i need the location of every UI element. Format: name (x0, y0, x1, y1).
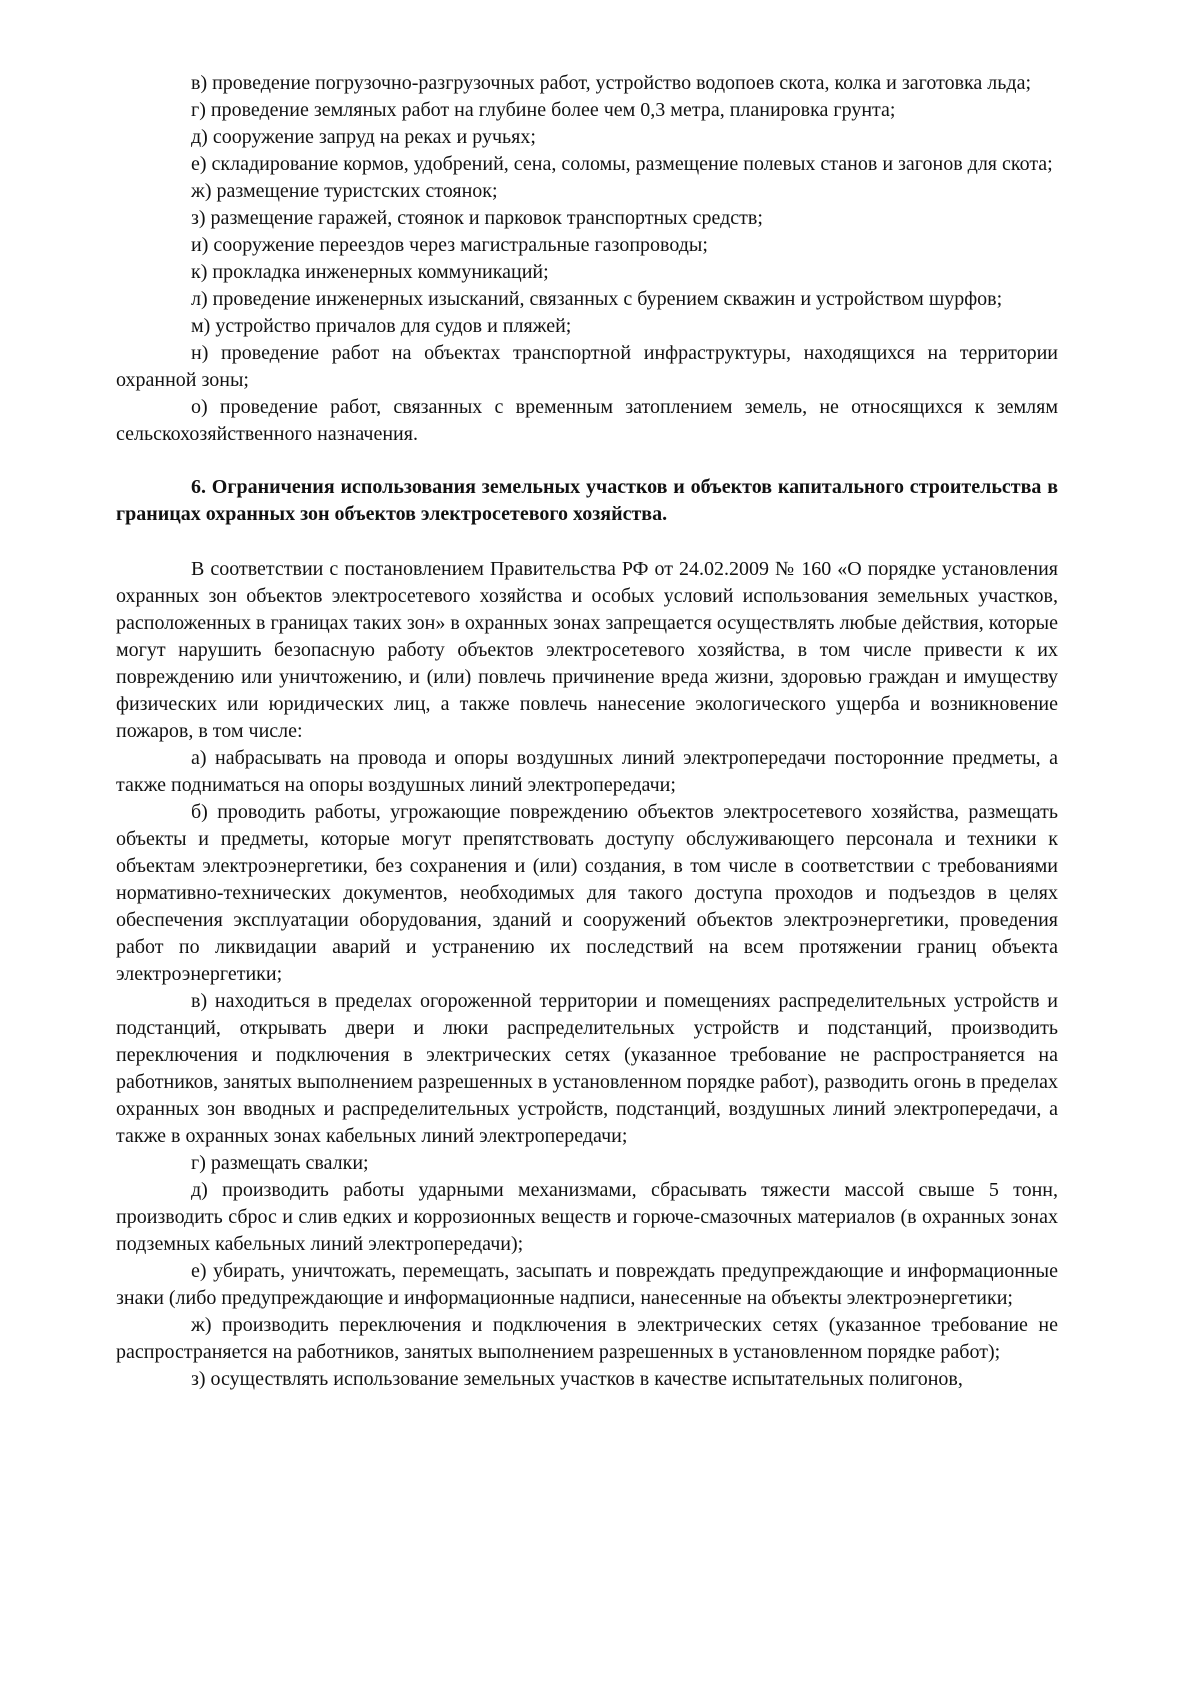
list-item-z: з) размещение гаражей, стоянок и парковок транспортных средств; (191, 207, 763, 229)
document-page (116, 70, 1058, 1393)
section-item-e: е) убирать, уничтожать, перемещать, засыпать и повреждать предупреждающие и информационные знаки (либо предупреждающие и информационные надписи, нанесенные на объекты электроэнергетики; (116, 1260, 1058, 1309)
list-item-zh: ж) размещение туристских стоянок; (191, 180, 498, 202)
section-item-a: а) набрасывать на провода и опоры воздушных линий электропередачи посторонние предметы, а также подниматься на опоры воздушных линий электропередачи; (116, 747, 1058, 796)
section-item-zh: ж) производить переключения и подключения в электрических сетях (указанное требование не распространяется на работников, занятых выполнением разрешенных в установленном порядке работ); (116, 1314, 1058, 1363)
list-item-k: к) прокладка инженерных коммуникаций; (191, 261, 549, 283)
list-item-n: н) проведение работ на объектах транспортной инфраструктуры, находящихся на территории охранной зоны; (116, 342, 1058, 391)
section-item-v: в) находиться в пределах огороженной территории и помещениях распределительных устройств и подстанций, открывать двери и люки распределительных устройств и подстанций, производить переключения и подключения в электрических сетях (указанное требование не распространяется на работников, занятых выполнением разрешенных в установленном порядке работ), разводить огонь в пределах охранных зон вводных и распределительных устройств, подстанций, воздушных линий электропередачи, а также в охранных зонах кабельных линий электропередачи; (116, 990, 1058, 1147)
section-item-g: г) размещать свалки; (191, 1152, 369, 1174)
list-item-g: г) проведение земляных работ на глубине более чем 0,3 метра, планировка грунта; (191, 99, 896, 121)
list-item-l: л) проведение инженерных изысканий, связанных с бурением скважин и устройством шурфов; (191, 288, 1003, 310)
list-item-o: о) проведение работ, связанных с временным затоплением земель, не относящихся к землям сельскохозяйственного назначения. (116, 396, 1058, 445)
section-item-z: з) осуществлять использование земельных участков в качестве испытательных полигонов, (191, 1368, 963, 1390)
list-item-d: д) сооружение запруд на реках и ручьях; (191, 126, 536, 148)
section-intro: В соответствии с постановлением Правительства РФ от 24.02.2009 № 160 «О порядке установления охранных зон объектов электросетевого хозяйства и особых условий использования земельных участков, расположенных в границах таких зон» в охранных зонах запрещается осуществлять любые действия, которые могут нарушить безопасную работу объектов электросетевого хозяйства, в том числе привести к их повреждению или уничтожению, и (или) повлечь причинение вреда жизни, здоровью граждан и имуществу физических или юридических лиц, а также повлечь нанесение экологического ущерба и возникновение пожаров, в том числе: (116, 558, 1058, 742)
section-item-b: б) проводить работы, угрожающие повреждению объектов электросетевого хозяйства, размещать объекты и предметы, которые могут препятствовать доступу обслуживающего персонала и техники к объектам электроэнергетики, без сохранения и (или) создания, в том числе в соответствии с требованиями нормативно-технических документов, необходимых для такого доступа проходов и подъездов в целях обеспечения эксплуатации оборудования, зданий и сооружений объектов электроэнергетики, проведения работ по ликвидации аварий и устранению их последствий на всем протяжении границ объекта электроэнергетики; (116, 801, 1058, 985)
list-item-v: в) проведение погрузочно-разгрузочных работ, устройство водопоев скота, колка и заготовка льда; (191, 72, 1032, 94)
list-item-m: м) устройство причалов для судов и пляжей; (191, 315, 572, 337)
section-heading: 6. Ограничения использования земельных участков и объектов капитального строительства в границах охранных зон объектов электросетевого хозяйства. (116, 476, 1058, 525)
section-item-d: д) производить работы ударными механизмами, сбрасывать тяжести массой свыше 5 тонн, производить сброс и слив едких и коррозионных веществ и горюче-смазочных материалов (в охранных зонах подземных кабельных линий электропередачи); (116, 1179, 1058, 1255)
list-item-i: и) сооружение переездов через магистральные газопроводы; (191, 234, 708, 256)
list-item-e: е) складирование кормов, удобрений, сена, соломы, размещение полевых станов и загонов для скота; (191, 153, 1053, 175)
